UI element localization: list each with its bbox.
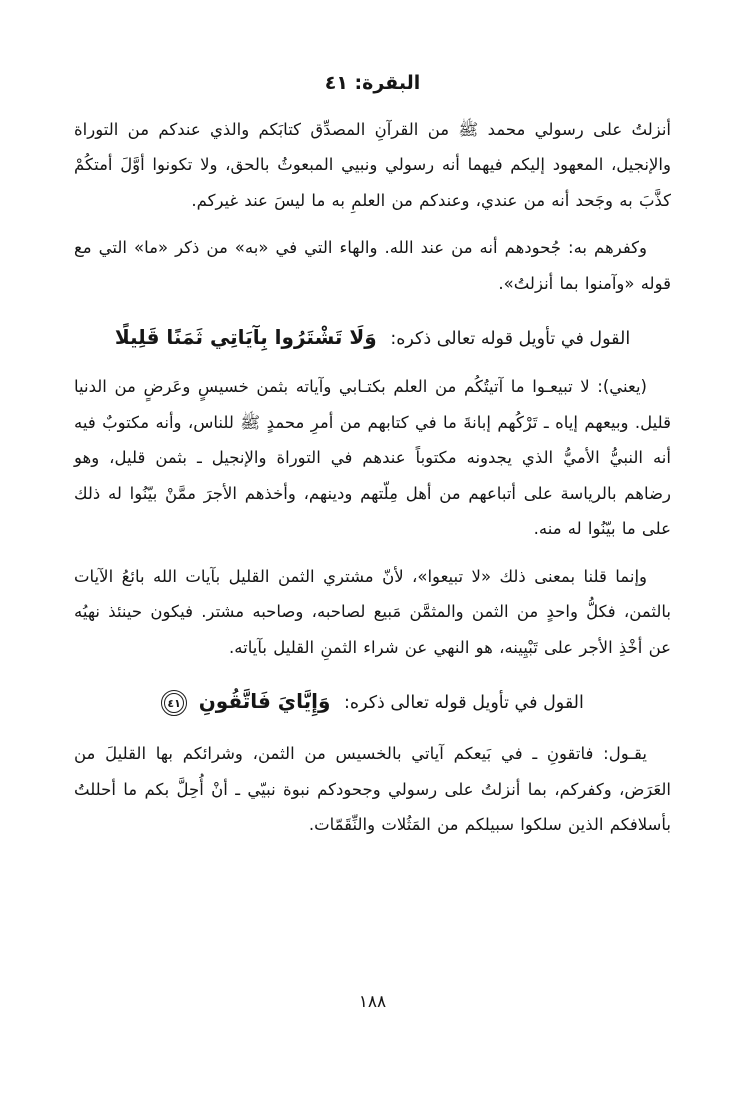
- section-heading-1: [74, 325, 671, 349]
- paragraph-5: يقـول: فاتقونِ ـ في بَيعكم آياتي بالخسيس من الثمن، وشرائكم بها القليلَ من العَرَض، وكفركم، بما أنزلتُ على رسولي وجحودكم نبوة نبيّي ـ أنْ أُحِلَّ بكم ما أحللتُ بأسلافكم الذين سلكوا سبيلكم من المَثُلات والنِّقَمّات.: [74, 744, 671, 835]
- page-number: ١٨٨: [358, 992, 387, 1012]
- paragraph-3: (يعني): لا تبيعـوا ما آتيتُكُم من العلم بكتـابي وآياته بثمن خسيسٍ وعَرضٍ من الدنيا قليل. وبيعهم إياه ـ تَرْكُهم إبانةَ ما في كتابهم من أمرِ محمدٍ ﷺ للناس، وأنه مكتوبٌ فيه أنه النبيُّ الأميُّ الذي يجدونه مكتوباً عندهم في التوراة والإنجيل ـ بثمن قليل، وهو رضاهم بالرياسة على أتباعهم من أهل مِلّتهم ودينهم، وأخذهم الأجرَ ممَّنْ بيّنُوا له ذلك على ما بيّنُوا له منه.: [74, 377, 671, 539]
- paragraph-1: أنزلتُ على رسولي محمد ﷺ من القرآنِ المصدِّق كتابَكم والذي عندكم من التوراة والإنجيل، المعهود إليكم فيهما أنه رسولي ونبيي المبعوثُ بالحق، ولا تكونوا أوَّلَ أمتكُمْ كذَّبَ به وجَحد أنه من عندي، وعندكم من العلمِ به ما ليسَ عند غيركم.: [74, 120, 671, 210]
- heading-1-quran-verse: وَلَا تَشْتَرُوا بِآيَاتِي ثَمَنًا قَلِيلًا: [114, 325, 377, 350]
- heading-2-intro: القول في تأويل قوله تعالى ذكره:: [344, 693, 584, 714]
- verse-end-ornament-icon: [161, 690, 187, 716]
- paragraph-4: وإنما قلنا بمعنى ذلك «لا تبيعوا»، لأنّ مشتري الثمن القليل بآيات الله بائعُ الآيات بالثمن، فكلُّ واحدٍ من الثمن والمثمَّن مَبيع لصاحبه، وصاحبه مشتر. فيكون حينئذ نهيُه عن أخْذِ الأجر على تَبْيِينه، هو النهي عن شراء الثمنِ القليل بآياته.: [74, 566, 671, 657]
- heading-2-quran-verse: وَإِيَّايَ فَاتَّقُونِ: [198, 689, 331, 714]
- heading-1-intro: القول في تأويل قوله تعالى ذكره:: [390, 329, 631, 350]
- paragraph-2: وكفرهم به: جُحودهم أنه من عند الله. والهاء التي في «به» من ذكر «ما» التي مع قوله «وآمنوا بما أنزلتُ».: [74, 238, 671, 293]
- page-header: البقرة: ٤١: [324, 72, 421, 94]
- verse-number: ٤١: [167, 696, 181, 710]
- section-heading-2: [74, 689, 671, 716]
